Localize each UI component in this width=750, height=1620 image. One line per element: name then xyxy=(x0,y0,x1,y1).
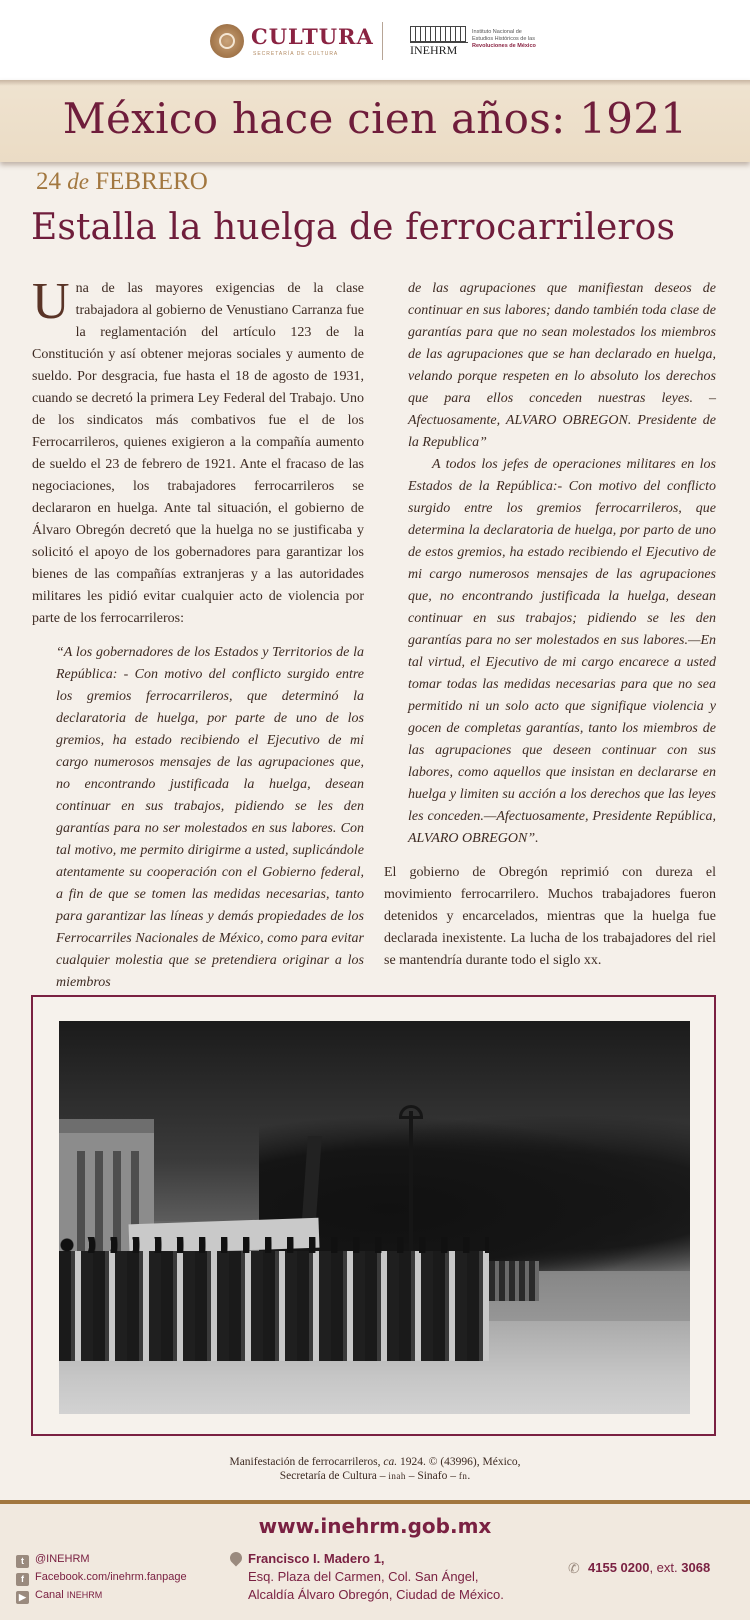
article-date xyxy=(36,168,208,196)
cultura-wordmark: CULTURA xyxy=(251,24,374,49)
caption-text: – Sinafo – xyxy=(405,1470,459,1482)
phone-extension: 3068 xyxy=(681,1560,711,1575)
building-icon xyxy=(410,26,466,42)
quote-military: A todos los jefes de operaciones militares en los Estados de la República:- Con motivo del conflicto surgido entre los gremios ferrocarrileros, que determina la declaratoria de huelga, por parto de uno de estos gremios, ha estado recibiendo el Ejecutivo de mi cargo numerosos mensajes de las agrupaciones que, no encontrando justificada la huelga, desean continuar en sus trabajos; pidiendo se les den garantías para no ser molestados en sus labores.—En tal virtud, el Ejecutivo de mi cargo encarece a usted tomar todas las medidas necesarias para que no sea permitido ni un solo acto que signifique violencia y gocen de completas garantías, tanto los miembros de las agrupaciones que deseen continuar con sus labores, como aquellos que insistan en declararse en huelga y limiten su acción a los derechos que las leyes les conceden.—Afectuosamente, Presidente República, ALVARO OBREGON”. xyxy=(408,457,716,846)
inehrm-description xyxy=(472,29,562,50)
historical-photo[interactable] xyxy=(59,1021,690,1414)
intro-text: na de las mayores exigencias de la clase trabajadora al gobierno de Venustiano Carranza fue la reglamentación del artículo 123 de la Constitución y así obtener mejoras sociales y aumento de sueldo. Por desgracia, fue hasta el 18 de agosto de 1931, cuando se decretó la primera Ley Federal del Trabajo. Uno de los sindicatos más combativos fue el de los Ferrocarrileros, quienes exigieron a la compañía aumento de sueldo el 23 de febrero de 1921. Ante el fracaso de las negociaciones, los trabajadores ferrocarrileros se declararon en huelga. Ante tal situación, el gobierno de Álvaro Obregón decretó que la huelga no se justificaba y solicitó el apoyo de los gobernadores para garantizar los bienes de las compañías extranjeras y a las autoridades militares les pidió evitar cualquier acto de violencia por parte de los ferrocarrileros: xyxy=(32,281,364,626)
inehrm-desc-line: Estudios Históricos de las xyxy=(472,36,535,42)
logo-divider xyxy=(382,22,383,60)
caption-text: 1924. © (43996), México, xyxy=(397,1456,521,1468)
twitter-handle: @INEHRM xyxy=(35,1553,90,1565)
photo-caption xyxy=(0,1455,750,1483)
youtube-link[interactable] xyxy=(16,1586,187,1604)
facebook-url: Facebook.com/inehrm.fanpage xyxy=(35,1571,187,1583)
address xyxy=(248,1550,504,1604)
facebook-icon: f xyxy=(16,1573,29,1586)
quote-governors-part1: “A los gobernadores de los Estados y Territorios de la República: - Con motivo del conflicto surgido entre los gremios ferrocarrileros, que determinó la declaratoria de huelga, por parte de uno de los gremios, ha estado recibiendo el Ejecutivo de mi cargo numerosos mensajes de las agrupaciones que, no encontrando justificada la huelga, desean continuar en sus trabajos, pidiendo se les den garantías para no ser molestados en sus labores. Con tal motivo, me permito dirigirme a usted, suplicándole atentamente su cooperación con el Gobierno federal, a fin de que se tomen las medidas necesarias, tanto para garantizar las líneas y demás propiedades de los Ferrocarriles Nacionales de México, como para evitar cualquier molestia que se pretendiera originar a los miembros xyxy=(56,645,364,990)
page-title: México hace cien años: 1921 xyxy=(62,94,688,143)
cultura-subtitle: SECRETARÍA DE CULTURA xyxy=(253,51,339,57)
youtube-icon: ▶ xyxy=(16,1591,29,1604)
footer xyxy=(0,1504,750,1620)
coat-of-arms-icon xyxy=(210,24,244,58)
quote-governors-part2: de las agrupaciones que manifiestan deseos de continuar en sus labores; dando también toda clase de garantías para que no sean molestados los miembros de las agrupaciones que se han declarado en huelga, velando porque respeten en lo absoluto los derechos que para ellos conceden nuestras leyes. – Afectuosamente, ALVARO OBREGON. Presidente de la Republica” xyxy=(408,281,716,450)
closing-paragraph: El gobierno de Obregón reprimió con dureza el movimiento ferrocarrilero. Muchos trabajadores fueron detenidos y encarcelados, mientras que la huelga fue declarada inexistente. La lucha de los trabajadores del riel se mantendría durante todo el siglo xx. xyxy=(384,865,716,968)
caption-line-1 xyxy=(0,1455,750,1469)
photo-crowd xyxy=(59,1251,489,1361)
logos xyxy=(0,18,750,64)
address-street: Francisco I. Madero 1, xyxy=(248,1551,385,1566)
caption-text: Manifestación de ferrocarrileros, xyxy=(229,1456,384,1468)
title-band xyxy=(0,80,750,162)
facebook-link[interactable] xyxy=(16,1568,187,1586)
article-column-left xyxy=(32,273,364,994)
inehrm-wordmark: INEHRM xyxy=(410,42,468,57)
youtube-label: Canal xyxy=(35,1589,67,1601)
caption-text: . xyxy=(467,1470,471,1482)
photo-frame xyxy=(31,995,716,1436)
phone-number: 4155 0200 xyxy=(588,1560,650,1575)
article-headline: Estalla la huelga de ferrocarrileros xyxy=(31,207,676,248)
twitter-link[interactable] xyxy=(16,1550,187,1568)
article-column-right xyxy=(384,278,716,972)
date-month: FEBRERO xyxy=(95,168,208,195)
inehrm-desc-line: Instituto Nacional de xyxy=(472,29,522,35)
header xyxy=(0,0,750,80)
drop-cap: U xyxy=(32,273,70,330)
phone-icon: ✆ xyxy=(568,1560,580,1576)
address-line: Alcaldía Álvaro Obregón, Ciudad de México. xyxy=(248,1587,504,1602)
inehrm-desc-line: Revoluciones de México xyxy=(472,43,536,49)
caption-inah: inah xyxy=(388,1471,406,1481)
website-link[interactable]: www.inehrm.gob.mx xyxy=(258,1514,492,1538)
caption-ca: ca. xyxy=(383,1456,398,1468)
twitter-icon: t xyxy=(16,1555,29,1568)
address-line: Esq. Plaza del Carmen, Col. San Ángel, xyxy=(248,1569,479,1584)
phone-ext-label: , ext. xyxy=(649,1560,682,1575)
date-de: de xyxy=(67,169,89,194)
youtube-channel: INEHRM xyxy=(66,1590,103,1600)
caption-fn: fn xyxy=(458,1471,468,1481)
intro-paragraph xyxy=(32,273,364,630)
phone[interactable] xyxy=(568,1560,711,1576)
social-links xyxy=(16,1550,187,1604)
location-pin-icon xyxy=(228,1550,245,1567)
caption-text: Secretaría de Cultura – xyxy=(279,1470,389,1482)
caption-line-2 xyxy=(0,1469,750,1483)
date-day: 24 xyxy=(36,168,61,195)
